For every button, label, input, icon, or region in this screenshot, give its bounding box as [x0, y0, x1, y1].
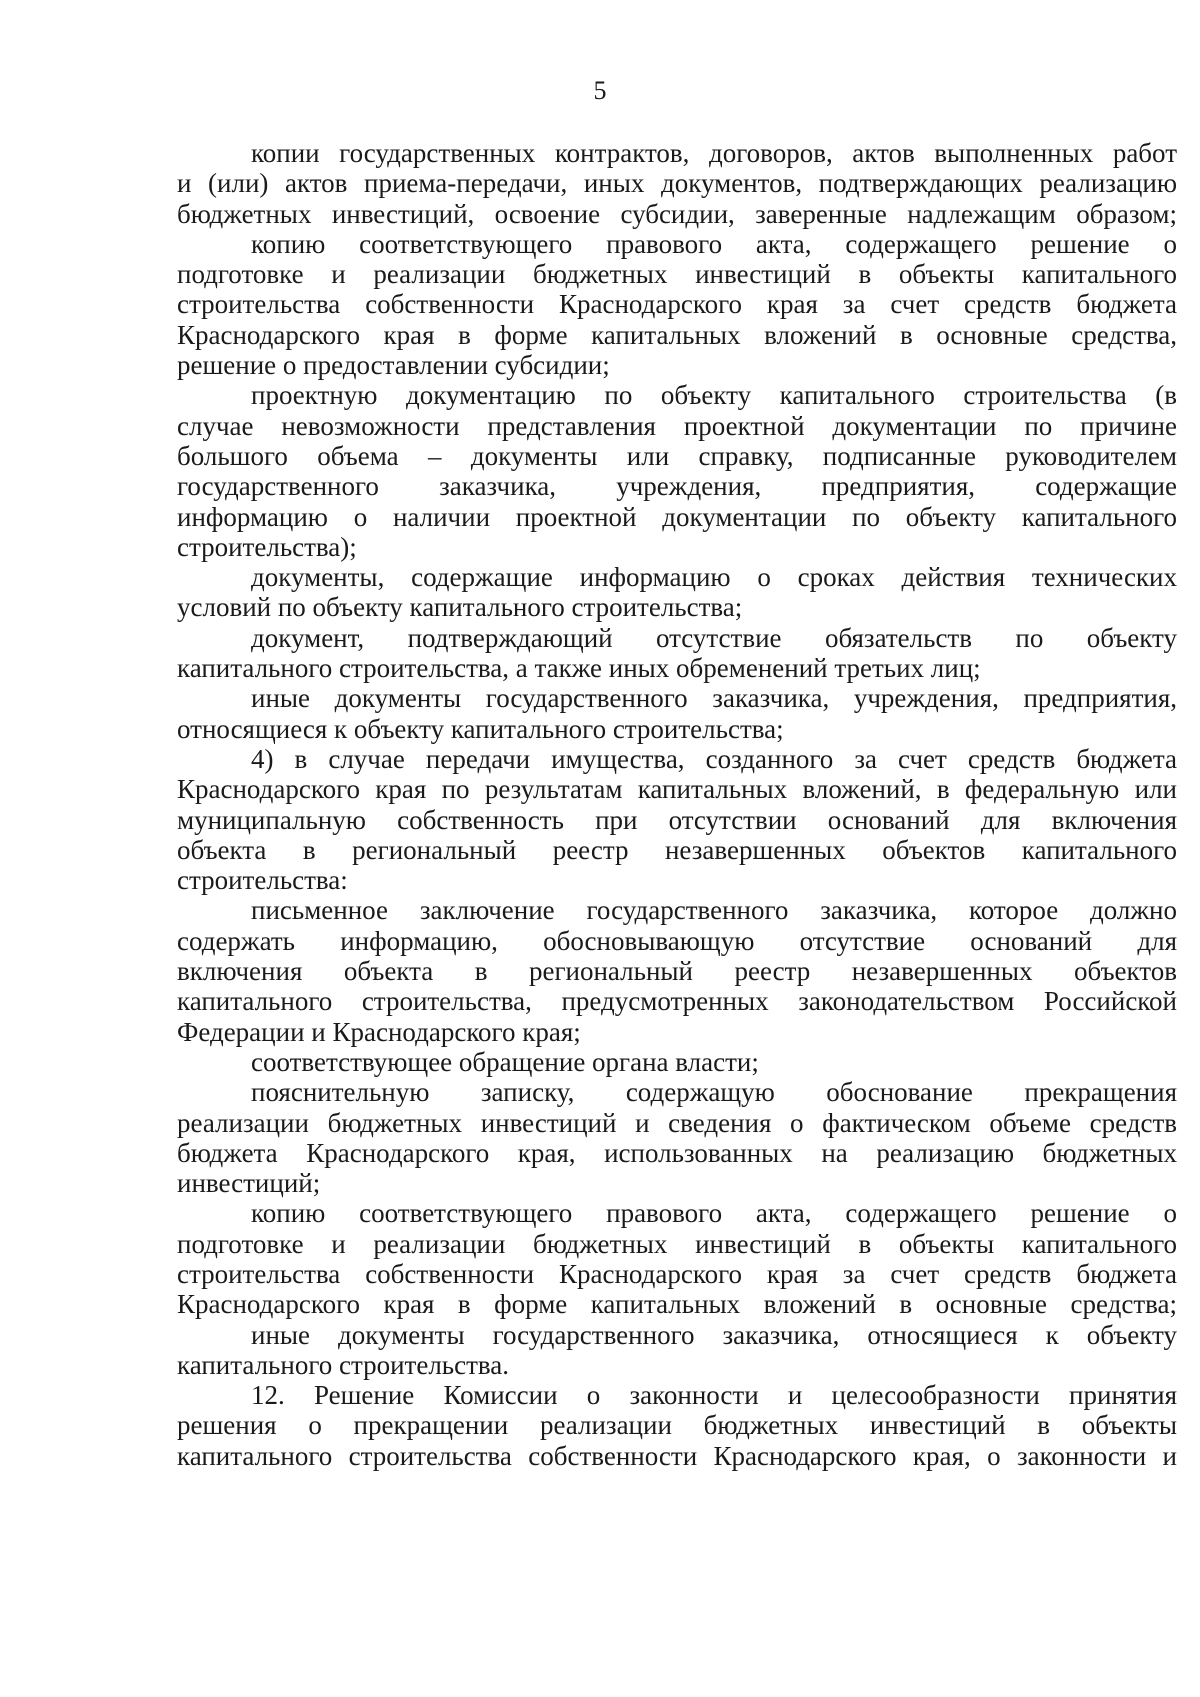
text-line: муниципальную собственность при отсутствии оснований для включения — [177, 804, 1177, 835]
text-line: копию соответствующего правового акта, содержащего решение о — [251, 1198, 1177, 1229]
text-line: условий по объекту капитального строительства; — [177, 592, 743, 623]
text-line: решение о предоставлении субсидии; — [177, 350, 610, 381]
text-line: Краснодарского края в форме капитальных вложений в основные средства, — [177, 319, 1177, 350]
text-line: подготовке и реализации бюджетных инвестиций в объекты капитального — [177, 1228, 1177, 1259]
text-line: объекта в региональный реестр незавершенных объектов капитального — [177, 834, 1177, 865]
text-line: информацию о наличии проектной документации по объекту капитального — [177, 501, 1177, 532]
text-line: капитального строительства, а также иных обременений третьих лиц; — [177, 653, 981, 684]
text-line: 12. Решение Комиссии о законности и целесообразности принятия — [251, 1380, 1177, 1411]
text-line: Краснодарского края по результатам капитальных вложений, в федеральную или — [177, 774, 1177, 805]
text-line: большого объема – документы или справку, подписанные руководителем — [177, 440, 1177, 471]
text-line: капитального строительства. — [177, 1349, 510, 1380]
text-line: документ, подтверждающий отсутствие обязательств по объекту — [251, 622, 1177, 653]
text-line: подготовке и реализации бюджетных инвестиций в объекты капитального — [177, 259, 1177, 290]
text-line: капитального строительства, предусмотренных законодательством Российской — [177, 986, 1177, 1017]
text-line: иные документы государственного заказчика, относящиеся к объекту — [251, 1319, 1177, 1350]
text-line: проектную документацию по объекту капитального строительства (в — [251, 380, 1177, 411]
text-line: бюджетных инвестиций, освоение субсидии, заверенные надлежащим образом; — [177, 198, 1177, 229]
text-line: реализации бюджетных инвестиций и сведения о фактическом объеме средств — [177, 1107, 1177, 1138]
text-line: соответствующее обращение органа власти; — [251, 1046, 759, 1077]
text-line: письменное заключение государственного заказчика, которое должно — [251, 895, 1177, 926]
text-line: пояснительную записку, содержащую обоснование прекращения — [251, 1077, 1177, 1108]
text-line: бюджета Краснодарского края, использованных на реализацию бюджетных — [177, 1137, 1177, 1168]
text-line: включения объекта в региональный реестр незавершенных объектов — [177, 956, 1177, 987]
text-line: Федерации и Краснодарского края; — [177, 1016, 581, 1047]
text-line: решения о прекращении реализации бюджетных инвестиций в объекты — [177, 1410, 1177, 1441]
page-number: 5 — [593, 76, 607, 105]
text-line: инвестиций; — [177, 1168, 321, 1199]
document-body — [177, 138, 1177, 1471]
text-line: государственного заказчика, учреждения, предприятия, содержащие — [177, 471, 1177, 502]
text-line: строительства собственности Краснодарского края за счет средств бюджета — [177, 1258, 1177, 1289]
text-line: содержать информацию, обосновывающую отсутствие оснований для — [177, 925, 1177, 956]
text-line: строительства); — [177, 531, 357, 562]
text-line: документы, содержащие информацию о сроках действия технических — [251, 562, 1177, 593]
text-line: иные документы государственного заказчика, учреждения, предприятия, — [251, 683, 1177, 714]
text-line: копии государственных контрактов, договоров, актов выполненных работ — [251, 138, 1177, 168]
text-line: копию соответствующего правового акта, содержащего решение о — [251, 228, 1177, 259]
text-line: строительства собственности Краснодарского края за счет средств бюджета — [177, 289, 1177, 320]
text-line: и (или) актов приема-передачи, иных документов, подтверждающих реализацию — [177, 168, 1177, 199]
text-line: случае невозможности представления проектной документации по причине — [177, 410, 1177, 441]
text-line: Краснодарского края в форме капитальных вложений в основные средства; — [177, 1289, 1177, 1320]
text-line: относящиеся к объекту капитального строительства; — [177, 713, 784, 744]
text-line: 4) в случае передачи имущества, созданного за счет средств бюджета — [251, 743, 1177, 774]
text-line: капитального строительства собственности Краснодарского края, о законности и — [177, 1440, 1177, 1471]
text-line: строительства: — [177, 865, 348, 896]
